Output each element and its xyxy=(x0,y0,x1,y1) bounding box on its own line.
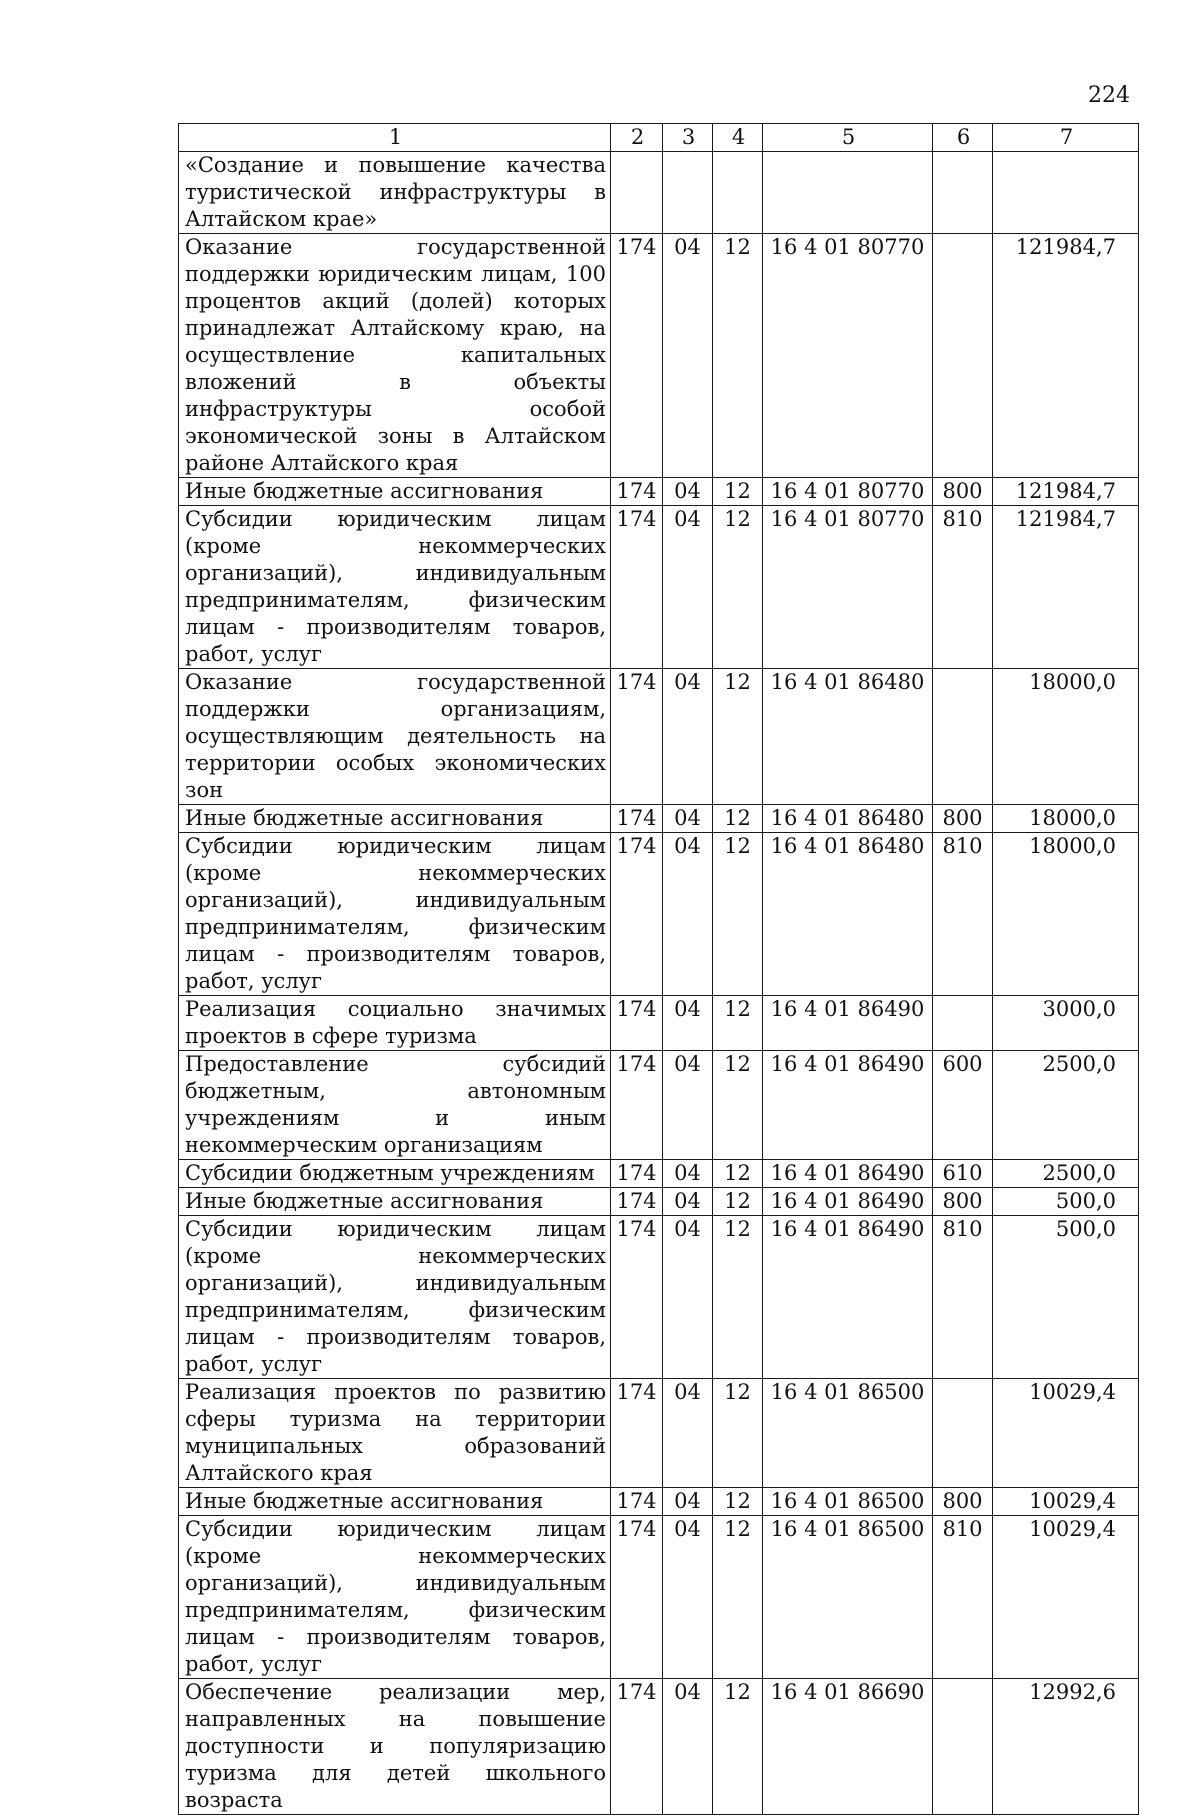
row-amount: 121984,7 xyxy=(993,234,1139,478)
table-row xyxy=(179,506,1139,669)
row-section-code: 04 xyxy=(663,1516,713,1679)
row-subsection-code: 12 xyxy=(713,1188,763,1216)
row-section-code: 04 xyxy=(663,1160,713,1188)
row-ministry-code: 174 xyxy=(611,833,663,996)
row-amount: 121984,7 xyxy=(993,478,1139,506)
row-subsection-code: 12 xyxy=(713,506,763,669)
row-amount: 10029,4 xyxy=(993,1379,1139,1488)
row-expense-type xyxy=(933,152,993,234)
row-ministry-code: 174 xyxy=(611,1216,663,1379)
row-ministry-code: 174 xyxy=(611,1188,663,1216)
row-amount: 18000,0 xyxy=(993,833,1139,996)
row-target-article: 16 4 01 86490 xyxy=(763,996,933,1051)
table-row xyxy=(179,1051,1139,1160)
row-section-code: 04 xyxy=(663,996,713,1051)
column-header-amount: 7 xyxy=(993,124,1139,152)
row-section-code: 04 xyxy=(663,805,713,833)
column-header-expense-type: 6 xyxy=(933,124,993,152)
row-name: Субсидии юридическим лицам (кроме некоммерческих организаций), индивидуальным предпринимателям, физическим лицам - производителям товаров, работ, услуг xyxy=(179,1516,611,1679)
row-name: Иные бюджетные ассигнования xyxy=(179,805,611,833)
row-subsection-code: 12 xyxy=(713,234,763,478)
row-ministry-code: 174 xyxy=(611,1379,663,1488)
row-section-code xyxy=(663,152,713,234)
row-ministry-code: 174 xyxy=(611,1160,663,1188)
row-section-code: 04 xyxy=(663,1051,713,1160)
row-amount: 3000,0 xyxy=(993,996,1139,1051)
row-name: Субсидии юридическим лицам (кроме некоммерческих организаций), индивидуальным предпринимателям, физическим лицам - производителям товаров, работ, услуг xyxy=(179,833,611,996)
table-header-row xyxy=(179,124,1139,152)
row-expense-type: 810 xyxy=(933,506,993,669)
row-ministry-code: 174 xyxy=(611,1051,663,1160)
row-ministry-code: 174 xyxy=(611,1488,663,1516)
row-amount: 2500,0 xyxy=(993,1051,1139,1160)
row-amount: 500,0 xyxy=(993,1188,1139,1216)
table-row xyxy=(179,669,1139,805)
row-subsection-code: 12 xyxy=(713,1679,763,1815)
row-name: Оказание государственной поддержки юридическим лицам, 100 процентов акций (долей) которых принадлежат Алтайскому краю, на осуществление капитальных вложений в объекты инфраструктуры особой экономической зоны в Алтайском районе Алтайского края xyxy=(179,234,611,478)
row-subsection-code: 12 xyxy=(713,1051,763,1160)
row-expense-type xyxy=(933,1679,993,1815)
row-subsection-code xyxy=(713,152,763,234)
row-expense-type xyxy=(933,234,993,478)
row-expense-type: 810 xyxy=(933,1516,993,1679)
page-number: 224 xyxy=(1088,83,1130,108)
row-subsection-code: 12 xyxy=(713,1488,763,1516)
row-name: Оказание государственной поддержки организациям, осуществляющим деятельность на территории особых экономических зон xyxy=(179,669,611,805)
table-row xyxy=(179,1488,1139,1516)
row-amount: 2500,0 xyxy=(993,1160,1139,1188)
row-amount: 10029,4 xyxy=(993,1488,1139,1516)
row-target-article: 16 4 01 86480 xyxy=(763,669,933,805)
row-expense-type: 810 xyxy=(933,1216,993,1379)
row-expense-type xyxy=(933,1379,993,1488)
row-target-article: 16 4 01 86490 xyxy=(763,1160,933,1188)
row-amount: 500,0 xyxy=(993,1216,1139,1379)
row-ministry-code: 174 xyxy=(611,1516,663,1679)
column-header-section: 3 xyxy=(663,124,713,152)
row-expense-type: 800 xyxy=(933,805,993,833)
row-expense-type: 800 xyxy=(933,1188,993,1216)
row-target-article: 16 4 01 86490 xyxy=(763,1216,933,1379)
row-section-code: 04 xyxy=(663,1379,713,1488)
row-target-article: 16 4 01 86500 xyxy=(763,1379,933,1488)
table-row xyxy=(179,805,1139,833)
table-row xyxy=(179,152,1139,234)
row-name: Иные бюджетные ассигнования xyxy=(179,478,611,506)
row-name: Субсидии юридическим лицам (кроме некоммерческих организаций), индивидуальным предпринимателям, физическим лицам - производителям товаров, работ, услуг xyxy=(179,506,611,669)
row-target-article: 16 4 01 86500 xyxy=(763,1488,933,1516)
column-header-subsection: 4 xyxy=(713,124,763,152)
row-name: Предоставление субсидий бюджетным, автономным учреждениям и иным некоммерческим организациям xyxy=(179,1051,611,1160)
row-amount: 18000,0 xyxy=(993,669,1139,805)
row-section-code: 04 xyxy=(663,1188,713,1216)
table-row xyxy=(179,996,1139,1051)
row-ministry-code xyxy=(611,152,663,234)
row-target-article: 16 4 01 80770 xyxy=(763,478,933,506)
table-row xyxy=(179,833,1139,996)
row-name: Обеспечение реализации мер, направленных на повышение доступности и популяризацию туризма для детей школьного возраста xyxy=(179,1679,611,1815)
row-name: Субсидии бюджетным учреждениям xyxy=(179,1160,611,1188)
row-target-article: 16 4 01 86690 xyxy=(763,1679,933,1815)
row-ministry-code: 174 xyxy=(611,805,663,833)
row-ministry-code: 174 xyxy=(611,506,663,669)
row-amount: 121984,7 xyxy=(993,506,1139,669)
row-section-code: 04 xyxy=(663,234,713,478)
row-subsection-code: 12 xyxy=(713,1160,763,1188)
table-row xyxy=(179,1160,1139,1188)
row-target-article: 16 4 01 86500 xyxy=(763,1516,933,1679)
row-subsection-code: 12 xyxy=(713,1379,763,1488)
row-name: Иные бюджетные ассигнования xyxy=(179,1188,611,1216)
row-target-article xyxy=(763,152,933,234)
column-header-ministry: 2 xyxy=(611,124,663,152)
row-ministry-code: 174 xyxy=(611,234,663,478)
row-subsection-code: 12 xyxy=(713,478,763,506)
row-ministry-code: 174 xyxy=(611,478,663,506)
row-amount: 18000,0 xyxy=(993,805,1139,833)
table-row xyxy=(179,478,1139,506)
row-target-article: 16 4 01 80770 xyxy=(763,506,933,669)
row-subsection-code: 12 xyxy=(713,1516,763,1679)
row-target-article: 16 4 01 86480 xyxy=(763,833,933,996)
table-row xyxy=(179,1679,1139,1815)
table-row xyxy=(179,1188,1139,1216)
row-section-code: 04 xyxy=(663,1679,713,1815)
row-section-code: 04 xyxy=(663,1216,713,1379)
row-expense-type: 800 xyxy=(933,1488,993,1516)
row-subsection-code: 12 xyxy=(713,1216,763,1379)
row-section-code: 04 xyxy=(663,833,713,996)
row-target-article: 16 4 01 80770 xyxy=(763,234,933,478)
row-target-article: 16 4 01 86490 xyxy=(763,1051,933,1160)
row-subsection-code: 12 xyxy=(713,996,763,1051)
row-section-code: 04 xyxy=(663,506,713,669)
row-name: Субсидии юридическим лицам (кроме некоммерческих организаций), индивидуальным предпринимателям, физическим лицам - производителям товаров, работ, услуг xyxy=(179,1216,611,1379)
row-name: Реализация проектов по развитию сферы туризма на территории муниципальных образований Алтайского края xyxy=(179,1379,611,1488)
row-subsection-code: 12 xyxy=(713,833,763,996)
column-header-name: 1 xyxy=(179,124,611,152)
row-ministry-code: 174 xyxy=(611,669,663,805)
row-subsection-code: 12 xyxy=(713,669,763,805)
row-expense-type: 810 xyxy=(933,833,993,996)
row-name: «Создание и повышение качества туристической инфраструктуры в Алтайском крае» xyxy=(179,152,611,234)
row-ministry-code: 174 xyxy=(611,1679,663,1815)
row-expense-type xyxy=(933,996,993,1051)
budget-table xyxy=(178,123,1139,1815)
row-target-article: 16 4 01 86490 xyxy=(763,1188,933,1216)
row-section-code: 04 xyxy=(663,1488,713,1516)
row-expense-type: 610 xyxy=(933,1160,993,1188)
row-section-code: 04 xyxy=(663,478,713,506)
table-row xyxy=(179,1216,1139,1379)
row-section-code: 04 xyxy=(663,669,713,805)
row-expense-type xyxy=(933,669,993,805)
table-row xyxy=(179,234,1139,478)
row-ministry-code: 174 xyxy=(611,996,663,1051)
row-name: Реализация социально значимых проектов в сфере туризма xyxy=(179,996,611,1051)
column-header-target-article: 5 xyxy=(763,124,933,152)
row-amount xyxy=(993,152,1139,234)
table-row xyxy=(179,1379,1139,1488)
row-subsection-code: 12 xyxy=(713,805,763,833)
row-amount: 12992,6 xyxy=(993,1679,1139,1815)
row-name: Иные бюджетные ассигнования xyxy=(179,1488,611,1516)
row-expense-type: 800 xyxy=(933,478,993,506)
row-amount: 10029,4 xyxy=(993,1516,1139,1679)
row-target-article: 16 4 01 86480 xyxy=(763,805,933,833)
table-row xyxy=(179,1516,1139,1679)
row-expense-type: 600 xyxy=(933,1051,993,1160)
